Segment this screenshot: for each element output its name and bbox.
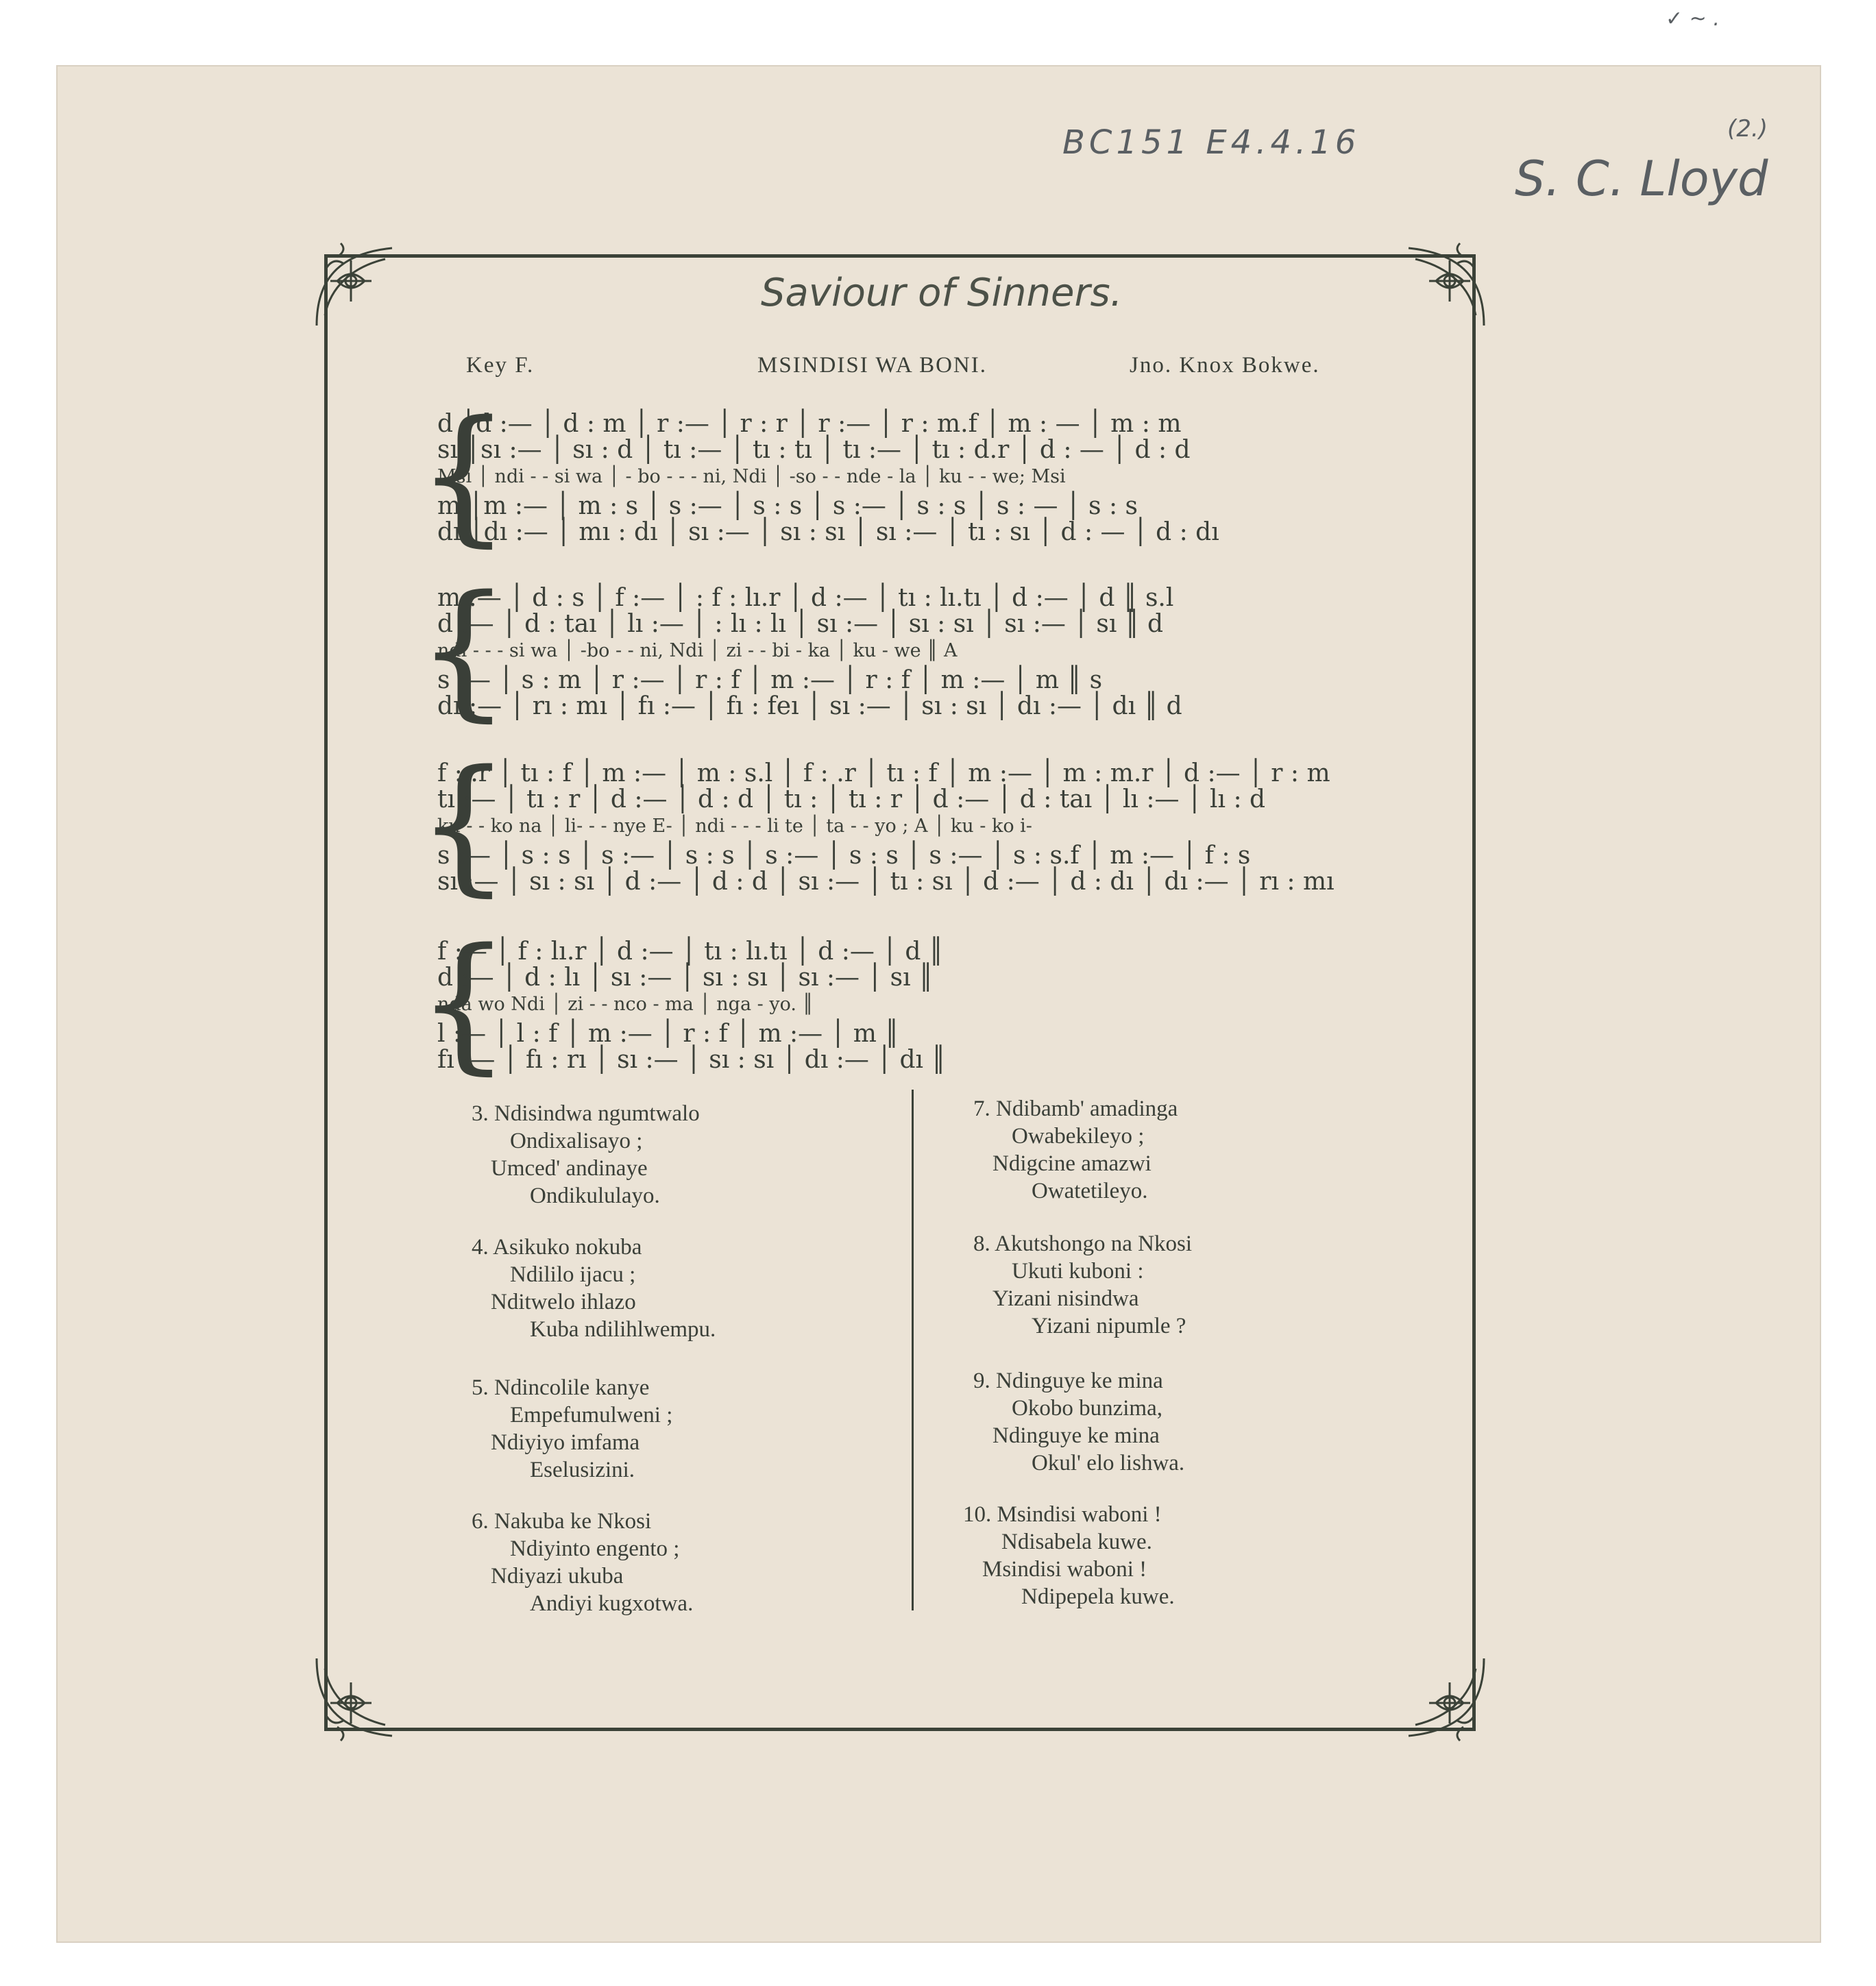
stanza-line: 5. Ndincolile kanye [472,1375,650,1400]
stanza-line: Ndigcine amazwi [992,1151,1152,1176]
handwritten-signature: S. C. Lloyd [1515,151,1768,207]
corner-flourish-icon [310,240,402,332]
stanza-line: Kuba ndilihlwempu. [530,1317,716,1342]
staff-row-alto: tı :— │ tı : r │ d :— │ d : d │ tı : │ tı : r │ d :— │ d : taı │ lı :— │ lı : d [437,785,1266,813]
lyric-row: ndi - - - si wa │ -bo - - ni, Ndi │ zi - - bi - ka │ ku - we ║ A [437,640,958,661]
stanza-line: Ondikululayo. [530,1184,660,1208]
staff-row-soprano: f : .r │ tı : f │ m :— │ m : s.l │ f : .r │ tı : f │ m :— │ m : m.r │ d :— │ r : m [437,759,1330,787]
stanza [973,1095,1330,1205]
song-title: MSINDISI WA BONI. [757,353,987,378]
stanza-line: Yizani nisindwa [992,1286,1139,1311]
corner-flourish-icon [1398,240,1491,332]
stanza [963,1501,1319,1610]
stanza-line: Ndipepela kuwe. [1021,1584,1175,1609]
stanza-line: Owatetileyo. [1032,1179,1148,1203]
stanza-line: Ndisabela kuwe. [1001,1530,1152,1554]
stanza-line: 3. Ndisindwa ngumtwalo [472,1101,700,1126]
stanza-line: Ndinguye ke mina [992,1423,1160,1448]
stanza-line: 6. Nakuba ke Nkosi [472,1509,652,1534]
stanza-line: Empefumulweni ; [510,1403,673,1427]
staff-row-tenor: s :— │ s : m │ r :— │ r : f │ m :— │ r : f │ m :— │ m ║ s [437,666,1103,694]
lyric-row: Msi │ ndi - - si wa │ - bo - - - ni, Ndi │ -so - - nde - la │ ku - - we; Msi [437,466,1066,487]
composer: Jno. Knox Bokwe. [1130,353,1320,378]
archive-reference: BC151 E4.4.16 [1062,123,1361,162]
stanza-line: Nditwelo ihlazo [491,1290,636,1314]
stanza [973,1230,1330,1340]
column-divider [912,1090,914,1610]
staff-row-soprano: f :— │ f : lı.r │ d :— │ tı : lı.tı │ d :— │ d ║ [437,937,944,966]
stanza-line: Owabekileyo ; [1012,1124,1145,1149]
stanza-line: Yizani nipumle ? [1032,1314,1186,1338]
stanza-line: Okul' elo lishwa. [1032,1451,1185,1475]
stanza-line: Ndiyazi ukuba [491,1564,624,1589]
handwritten-heading: Saviour of Sinners. [761,271,1123,315]
corner-pencil-mark: ✓ ~ . [1666,7,1720,31]
stanza-line: Ondixalisayo ; [510,1129,643,1153]
staff-row-soprano: m :— │ d : s │ f :— │ : f : lı.r │ d :— │ tı : lı.tı │ d :— │ d ║ s.l [437,584,1174,612]
page-number-mark: (2.) [1727,115,1768,143]
stanza [973,1367,1330,1477]
stanza-line: Ukuti kuboni : [1012,1259,1144,1284]
staff-row-alto: d :— │ d : taı │ lı :— │ : lı : lı │ sı :— │ sı : sı │ sı :— │ sı ║ d [437,610,1163,638]
lyric-row: nda wo Ndi │ zi - - nco - ma │ nga - yo. ║ [437,994,814,1015]
staff-row-bass: fı :— │ fı : rı │ sı :— │ sı : sı │ dı :— │ dı ║ [437,1046,947,1074]
corner-flourish-icon [310,1652,402,1744]
staff-row-bass: dı :— │ rı : mı │ fı :— │ fı : feı │ sı :— │ sı : sı │ dı :— │ dı ║ d [437,692,1182,720]
staff-row-bass: dı │dı :— │ mı : dı │ sı :— │ sı : sı │ sı :— │ tı : sı │ d : — │ d : dı [437,518,1219,546]
stanza-line: Ndiyiyo imfama [491,1430,640,1455]
staff-row-tenor: m │m :— │ m : s │ s :— │ s : s │ s :— │ s : s │ s : — │ s : s [437,492,1138,520]
lyric-row: ku - - ko na │ li- - - nye E- │ ndi - - - li te │ ta - - yo ; A │ ku - ko i- [437,816,1032,837]
stanza-line: 9. Ndinguye ke mina [973,1369,1163,1393]
staff-row-tenor: l :— │ l : f │ m :— │ r : f │ m :— │ m ║ [437,1020,899,1048]
stanza [472,1508,828,1617]
stanza [472,1234,828,1343]
stanza [472,1100,828,1210]
stanza-line: 4. Asikuko nokuba [472,1235,642,1260]
stanza-line: 8. Akutshongo na Nkosi [973,1231,1193,1256]
staff-row-soprano: d │d :— │ d : m │ r :— │ r : r │ r :— │ r : m.f │ m : — │ m : m [437,410,1182,438]
stanza-line: Okobo bunzima, [1012,1396,1162,1421]
stanza-line: Msindisi waboni ! [982,1557,1147,1582]
stanza-line: Umced' andinaye [491,1156,648,1181]
system-brace: { [417,738,511,910]
stanza [472,1374,828,1484]
system-brace: { [417,916,511,1088]
stanza-line: Andiyi kugxotwa. [530,1591,694,1616]
stanza-line: Ndililo ijacu ; [510,1262,636,1287]
staff-row-bass: sı :— │ sı : sı │ d :— │ d : d │ sı :— │ tı : sı │ d :— │ d : dı │ dı :— │ rı : mı [437,868,1335,896]
staff-row-tenor: s :— │ s : s │ s :— │ s : s │ s :— │ s : s │ s :— │ s : s.f │ m :— │ f : s [437,842,1251,870]
corner-flourish-icon [1398,1652,1491,1744]
stanza-line: Ndiyinto engento ; [510,1536,680,1561]
staff-row-alto: sı │sı :— │ sı : d │ tı :— │ tı : tı │ tı :— │ tı : d.r │ d : — │ d : d [437,436,1191,464]
key-signature: Key F. [466,353,535,378]
stanza-line: 7. Ndibamb' amadinga [973,1096,1178,1121]
system-brace: { [417,389,511,561]
stanza-line: 10. Msindisi waboni ! [963,1502,1162,1527]
system-brace: { [417,563,511,735]
staff-row-alto: d :— │ d : lı │ sı :— │ sı : sı │ sı :— │ sı ║ [437,964,934,992]
stanza-line: Eselusizini. [530,1458,635,1482]
